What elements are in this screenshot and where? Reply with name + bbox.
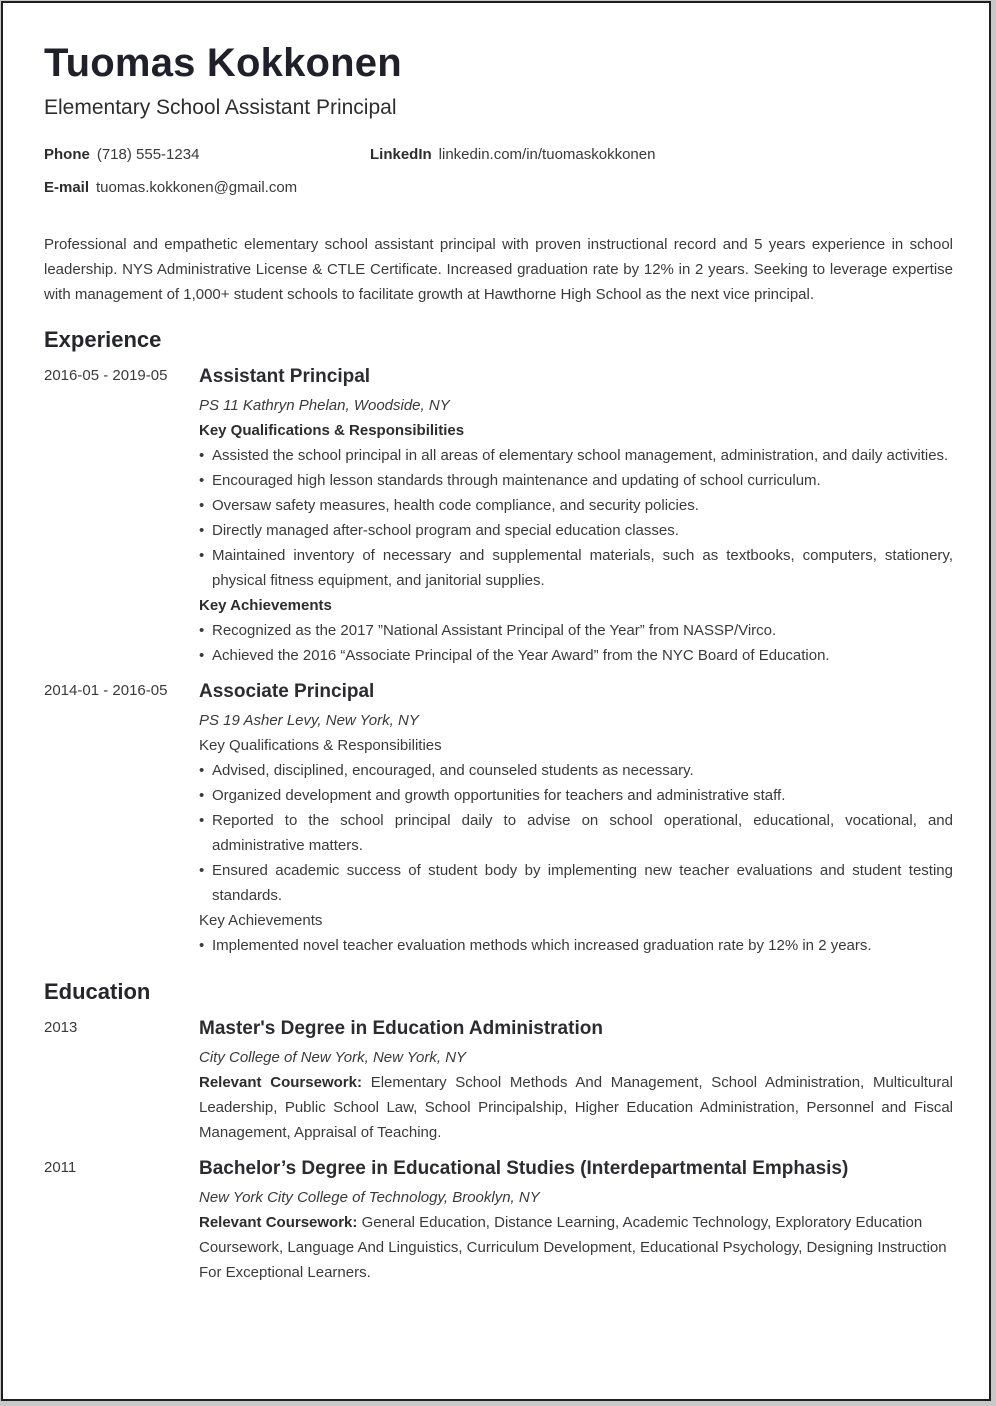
job-company: PS 11 Kathryn Phelan, Woodside, NY (199, 397, 450, 414)
school-name: New York City College of Technology, Brooklyn, NY (199, 1189, 540, 1206)
contact-email (44, 179, 297, 197)
linkedin-link[interactable]: linkedin.com/in/tuomaskokkonen (438, 146, 656, 163)
responsibilities-heading: Key Qualifications & Responsibilities (199, 422, 465, 439)
resume-page (1, 1, 991, 1401)
coursework-label: Relevant Coursework: (199, 1214, 358, 1231)
coursework (199, 1070, 953, 1145)
education-entry (199, 1016, 953, 1145)
list-item: • Recognized as the 2017 ”National Assistant Principal of the Year” from NASSP/Virco. (199, 618, 953, 643)
coursework-label: Relevant Coursework: (199, 1074, 362, 1091)
coursework-text: General Education, Distance Learning, Academic Technology, Exploratory Education Coursework, Language And Linguistics, Curriculum Development, Educational Psychology, Designing Instruction For Exceptional Learners. (199, 1214, 947, 1281)
education-year: 2013 (44, 1019, 78, 1036)
job-dates: 2014-01 - 2016-05 (44, 682, 168, 699)
education-year: 2011 (44, 1159, 77, 1176)
phone-label: Phone (44, 146, 90, 163)
coursework (199, 1210, 953, 1285)
list-item: • Directly managed after-school program and special education classes. (199, 518, 953, 543)
list-item: • Advised, disciplined, encouraged, and counseled students as necessary. (199, 758, 953, 783)
job-dates: 2016-05 - 2019-05 (44, 367, 168, 384)
linkedin-label: LinkedIn (370, 146, 432, 163)
list-item: • Achieved the 2016 “Associate Principal of the Year Award” from the NYC Board of Education. (199, 643, 953, 668)
profile-summary: Professional and empathetic elementary school assistant principal with proven instructional record and 5 years experience in school leadership. NYS Administrative License & CTLE Certificate. Increased graduation rate by 12% in 2 years. Seeking to leverage expertise with management of 1,000+ student schools to facilitate growth at Hawthorne High School as the next vice principal. (44, 236, 953, 303)
achievements-list (199, 618, 953, 668)
responsibilities-list (199, 758, 953, 908)
email-label: E-mail (44, 179, 90, 196)
job-entry (199, 679, 953, 958)
list-item: • Organized development and growth opportunities for teachers and administrative staff. (199, 783, 953, 808)
list-item: • Reported to the school principal daily to advise on school operational, educational, vocational, and administrative matters. (199, 808, 953, 858)
degree-title: Bachelor’s Degree in Educational Studies (Interdepartmental Emphasis) (199, 1158, 849, 1179)
job-entry (199, 364, 953, 668)
list-item: • Assisted the school principal in all areas of elementary school management, administration, and daily activities. (199, 443, 953, 468)
responsibilities-heading: Key Qualifications & Responsibilities (199, 737, 442, 754)
candidate-name: Tuomas Kokkonen (44, 41, 402, 85)
list-item: • Oversaw safety measures, health code compliance, and security policies. (199, 493, 953, 518)
school-name: City College of New York, New York, NY (199, 1049, 467, 1066)
achievements-list (199, 933, 953, 958)
email-link[interactable]: tuomas.kokkonen@gmail.com (96, 179, 298, 196)
degree-title: Master's Degree in Education Administration (199, 1018, 603, 1039)
list-item: • Implemented novel teacher evaluation methods which increased graduation rate by 12% in 2 years. (199, 933, 953, 958)
achievements-heading: Key Achievements (199, 912, 323, 929)
coursework-text: Elementary School Methods And Management, School Administration, Multicultural Leadership, Public School Law, School Principalship, Higher Education Administration, Personnel and Fiscal Management, Appraisal of Teaching. (199, 1074, 953, 1141)
experience-heading: Experience (44, 327, 162, 352)
contact-phone (44, 146, 199, 164)
phone-value: (718) 555-1234 (96, 146, 200, 163)
list-item: • Maintained inventory of necessary and supplemental materials, such as textbooks, computers, stationery, physical fitness equipment, and janitorial supplies. (199, 543, 953, 593)
job-title: Assistant Principal (199, 366, 371, 387)
list-item: • Encouraged high lesson standards through maintenance and updating of school curriculum. (199, 468, 953, 493)
contact-linkedin (370, 146, 655, 164)
job-company: PS 19 Asher Levy, New York, NY (199, 712, 419, 729)
education-heading: Education (44, 979, 151, 1004)
job-title: Associate Principal (199, 681, 375, 702)
education-entry (199, 1156, 953, 1285)
achievements-heading: Key Achievements (199, 597, 332, 614)
responsibilities-list (199, 443, 953, 593)
candidate-title: Elementary School Assistant Principal (44, 96, 397, 119)
list-item: • Ensured academic success of student body by implementing new teacher evaluations and student testing standards. (199, 858, 953, 908)
